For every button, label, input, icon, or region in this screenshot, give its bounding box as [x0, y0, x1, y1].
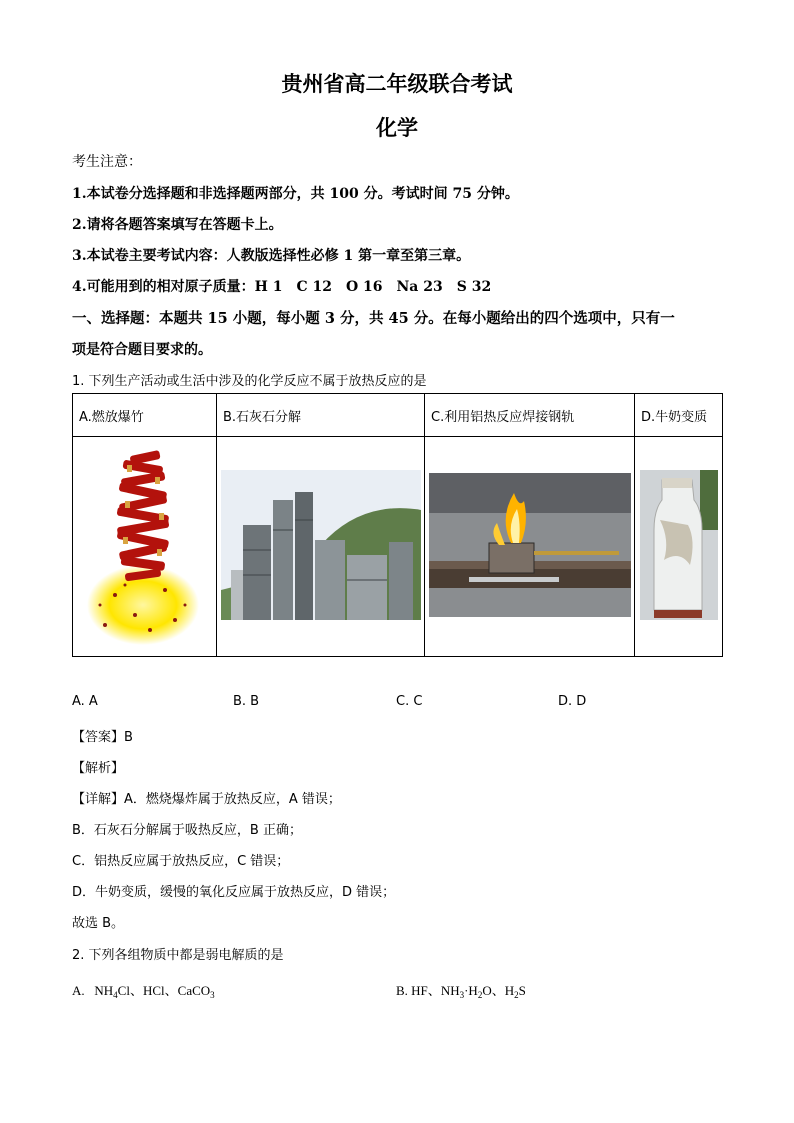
analysis-label: 【解析】 [72, 761, 125, 776]
spoiled-milk-image [635, 437, 723, 657]
option-d-label: D.牛奶变质 [635, 394, 723, 437]
note-item: 1.本试卷分选择题和非选择题两部分，共 100 分。考试时间 75 分钟。 [72, 186, 519, 202]
analysis-detail: B．石灰石分解属于吸热反应，B 正确； [72, 823, 302, 838]
question-2-stem: 2. 下列各组物质中都是弱电解质的是 [72, 948, 284, 963]
section-heading: 一、选择题：本题共 15 小题，每小题 3 分，共 45 分。在每小题给出的四个选项中，只有一 [72, 310, 675, 327]
question-2-option-a: A. $NH_4Cl$、HCl、CaCO$_3$ [72, 983, 215, 1000]
analysis-detail: 【详解】A．燃烧爆炸属于放热反应，A 错误； [72, 792, 341, 807]
choice-d: D. D [558, 694, 587, 709]
lime-kiln-image [217, 437, 425, 657]
question-1-stem: 1. 下列生产活动或生活中涉及的化学反应不属于放热反应的是 [72, 374, 427, 389]
question-1-options-table [72, 393, 723, 657]
exam-title: 贵州省高二年级联合考试 [281, 71, 513, 96]
option-b-label: B.石灰石分解 [217, 394, 425, 437]
section-heading-cont: 项是符合题目要求的。 [72, 342, 212, 358]
question-2-option-b: B. HF、$NH_3\cdot H_2O$、$H_2S$ [396, 983, 526, 1000]
option-a-label: A.燃放爆竹 [73, 394, 217, 437]
note-item: 3.本试卷主要考试内容：人教版选择性必修 1 第一章至第三章。 [72, 248, 471, 264]
analysis-detail: D．牛奶变质，缓慢的氧化反应属于放热反应，D 错误； [72, 885, 396, 900]
exam-subject: 化学 [376, 115, 418, 140]
analysis-detail: 故选 B。 [72, 916, 125, 931]
answer-line: 【答案】B [72, 730, 133, 745]
firecracker-image [73, 437, 217, 657]
choice-b: B. B [233, 694, 260, 709]
choice-a: A. A [72, 694, 98, 709]
option-c-label: C.利用铝热反应焊接钢轨 [425, 394, 635, 437]
notes-heading: 考生注意： [72, 154, 142, 170]
note-item: 4.可能用到的相对原子质量：H 1 C 12 O 16 Na 23 S 32 [72, 279, 492, 295]
note-item: 2.请将各题答案填写在答题卡上。 [72, 217, 283, 233]
analysis-detail: C．铝热反应属于放热反应，C 错误； [72, 854, 290, 869]
choice-c: C. C [396, 694, 423, 709]
thermite-welding-image [425, 437, 635, 657]
